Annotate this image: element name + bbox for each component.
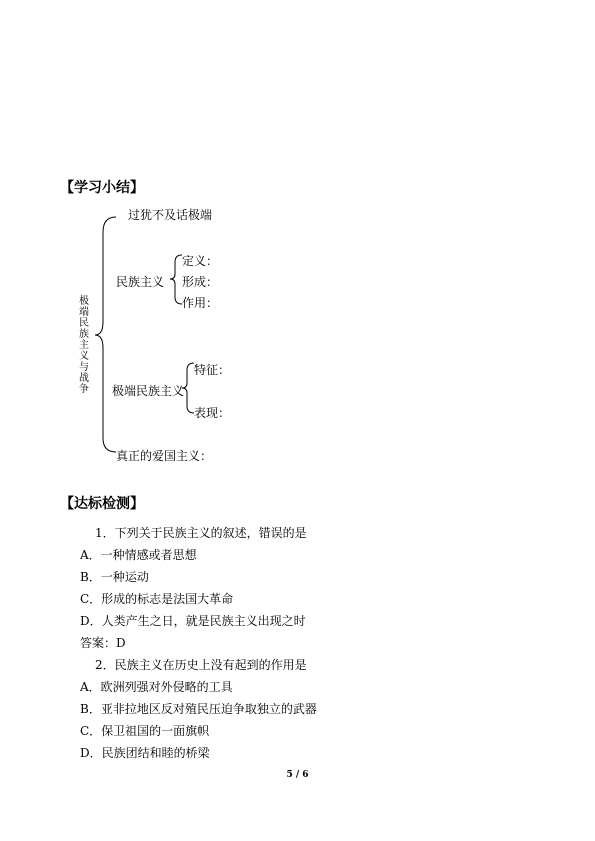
summary-item-2-child: 定义：	[182, 254, 219, 268]
question-1-option: D．人类产生之日，就是民族主义出现之时	[80, 614, 306, 628]
summary-item-4: 真正的爱国主义：	[116, 449, 213, 463]
test-heading: 【达标检测】	[60, 496, 144, 512]
summary-item-1: 过犹不及话极端	[128, 208, 213, 222]
summary-item-3-child: 特征：	[194, 363, 231, 377]
summary-item-3-child: 表现：	[194, 406, 231, 420]
page-number: 5 / 6	[286, 770, 309, 780]
question-1-option: A．一种情感或者思想	[80, 548, 197, 562]
question-2-option: A．欧洲列强对外侵略的工具	[80, 680, 233, 694]
summary-item-2-child: 作用：	[182, 296, 219, 310]
question-1-stem: 1．下列关于民族主义的叙述，错误的是	[95, 526, 307, 540]
question-1-option: C．形成的标志是法国大革命	[80, 592, 234, 606]
mind-map-root: 极端民族主义与战争	[79, 296, 89, 395]
question-1-option: B．一种运动	[80, 570, 149, 584]
question-1-answer: 答案：D	[80, 636, 126, 650]
question-2-stem: 2．民族主义在历史上没有起到的作用是	[95, 658, 307, 672]
question-2-option: D．民族团结和睦的桥梁	[80, 746, 210, 760]
question-2-option: B．亚非拉地区反对殖民压迫争取独立的武器	[80, 702, 317, 716]
question-2-option: C．保卫祖国的一面旗帜	[80, 724, 210, 738]
summary-item-2-child: 形成：	[182, 275, 219, 289]
summary-item-3-label: 极端民族主义	[112, 384, 185, 398]
summary-item-2-label: 民族主义	[116, 275, 165, 289]
summary-heading: 【学习小结】	[60, 180, 144, 196]
